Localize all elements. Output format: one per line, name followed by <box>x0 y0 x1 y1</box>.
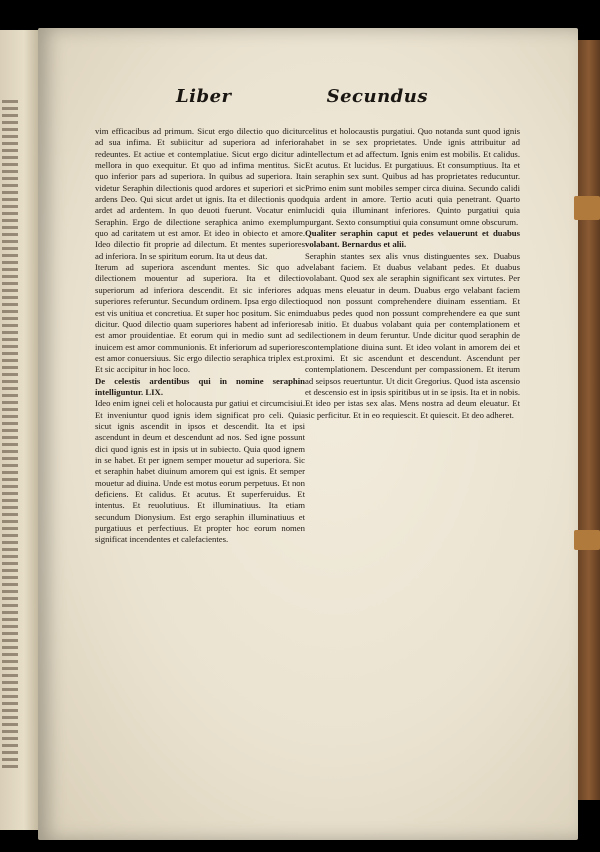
leather-tab <box>574 196 600 220</box>
left-page-text-fragments <box>2 100 34 768</box>
left-page-edge <box>0 30 40 830</box>
running-header-right: Secundus <box>326 86 428 107</box>
fore-edge <box>578 40 600 800</box>
text-column-right <box>305 126 520 832</box>
running-header-left: Liber <box>176 86 232 107</box>
text-column-left <box>95 126 305 832</box>
chapter-heading: Qualiter seraphin caput et pedes velauerunt et duabus volabant. Bernardus et alii. <box>305 228 520 250</box>
paragraph: Seraphin stantes sex alis vnus distinguentes sex. Duabus velabant faciem. Et duabus velabant pedes. Et duabus volabant. Quod sex ale seraphin significant sex virtutes. Per quas mens eleuatur in deum. Duabus ergo velabant faciem quod non possunt comprehendere diuinam essentiam. Et duabus pedes quod non possunt comprehendere ea que sunt ab initio. Et duabus volabant quia per contemplationem et dilectionem in deum feruntur. Unde dicitur quod seraphin de contemplatione diuina sunt. Et ideo volant in amorem dei et proximi. Et sic ascendunt et descendunt. Ascendunt per contemplationem. Descendunt per compassionem. Et iterum ad seipsos reuertuntur. Ut dicit Gregorius. Quod ista ascensio et descensio est in ipsis spiritibus ut in se ipsis. Ita et in nobis. Et ideo per istas sex alas. Mens nostra ad deum eleuatur. Et sic perficitur. Et in eo requiescit. Et quiescit. Et deo adheret. <box>305 250 520 420</box>
chapter-heading: De celestis ardentibus qui in nomine seraphin intelliguntur. LIX. <box>95 375 305 397</box>
paragraph: celitus et holocaustis purgatiui. Quo notanda sunt quod ignis habet in se sex proprietates. Unde ignis attribuitur ad intellectum et ad affectum. Ignis enim est mobilis. Et calidus. Et acutus. Et lucidus. Et purgatiuus. Et consumptiuus. Ita et in seraphin sex sunt. Quibus ad has proprietates reducuntur. Primo enim sunt mobiles semper circa diuina. Secundo calidi quia ardent in amore. Tertio acuti quia penetrant. Quarto lucidi quia illuminant inferiores. Quinto purgatiui quia purgant. Sexto consumptiui quia consumunt omne obscurum. <box>305 126 520 227</box>
paragraph: Ideo enim ignei celi et holocausta pur gatiui et circumcisiui. Et inveniuntur quod ignis idem significat pro celi. Quia sicut ignis ascendit in ipsos et descendit. Ita et ipsi ascendunt in deum et descendunt ad nos. Sed igne possunt dici quod ignis est in ipsis ut in subiecto. Quia quod ignem in se habet. Et per ignem semper mouetur ad superiora. Sic et seraphin habet diuinum amorem qui est ignis. Et semper mouetur ad diuina. Unde est motus eorum perpetuus. Et non deficiens. Et calidus. Et acutus. Et superferuidus. Et intentus. Et reuolutiuus. Et illuminatiuus. Ita etiam secundum Dionysium. Est ergo seraphin illuminatiuus et purgatiuus et perfectiuus. Et propter hoc eorum nomen significat incendentes et calefacientes. <box>95 398 305 545</box>
running-header <box>38 86 578 107</box>
book-page <box>38 28 578 840</box>
paragraph: vim efficacibus ad primum. Sicut ergo dilectio quo dicitur ad sua infima. Et subiicitur ad superiora ad inferiora redeuntes. Et actiue et contemplatiue. Sicut ergo dicitur ad mellora in quo exequitur. Et quo ad infima mentitus. Sic quo inferior pars ad superiora. In quibus ad superiora. Ita videtur Seraphin dilectionis quod ardores et superiori et sic ardens Deo. Qui sicut ardet ut ignis. Ita et dilectionis quod ardet ad ardentem. In quo deuoti fuerunt. Vocatur enim Seraphin. Ergo de dilectione seraphica animo exemplum quo ad caritatem ut est amor. Et ideo in obiecto et amore. Ideo dilectio fit proprie ad dilectum. Et mentes superiores ad inferiora. In se spiritum eorum. Ita ut deus dat. <box>95 126 305 261</box>
paragraph: Iterum ad superiora ascendunt mentes. Sic quo ad dilectionem mouentur ad superiora. Ita et dilectio superiorum ad inferiora descendit. Et sic inferiores ad superiores referuntur. Secundum ordinem. Ipsa ergo dilectio est vis unitiua et concretiua. Et super hoc positum. Sic enim dicitur. Quod dilectio quam superiores habent ad inferiores est amor prouidentiae. Et eorum qui in medio sunt ad se inuicem est amor communionis. Et inferiorum ad superiores est amor conuersiuus. Sic ergo dilectio seraphica triplex est. Et sic accipitur in hoc loco. <box>95 262 305 375</box>
leather-tab <box>574 530 600 550</box>
